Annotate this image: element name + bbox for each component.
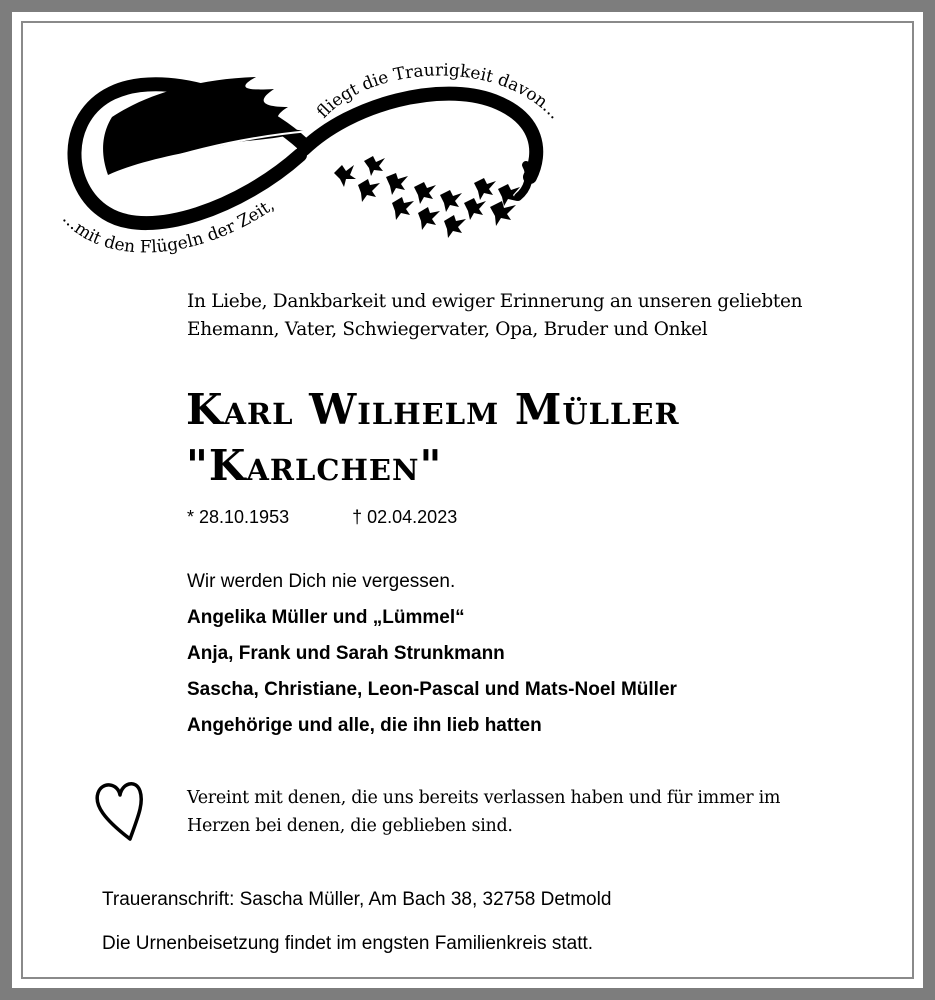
birth-date: * 28.10.1953 (187, 507, 290, 527)
mourners-list (187, 564, 907, 744)
deceased-name: Karl Wilhelm Müller (186, 385, 680, 434)
intro-line-2: Ehemann, Vater, Schwiegervater, Opa, Bruder und Onkel (187, 319, 708, 340)
infinity-feather-icon (74, 77, 536, 223)
mourning-address: Traueranschrift: Sascha Müller, Am Bach 38, 32758 Detmold (102, 889, 612, 910)
deceased-nickname: "Karlchen" (186, 441, 443, 490)
mourner-line: Sascha, Christiane, Leon-Pascal und Mats-Noel Müller (187, 679, 677, 700)
burial-notice: Die Urnenbeisetzung findet im engsten Familienkreis statt. (102, 933, 594, 954)
mourner-line: Anja, Frank und Sarah Strunkmann (187, 643, 505, 664)
intro-line-1: In Liebe, Dankbarkeit und ewiger Erinnerung an unseren geliebten (187, 291, 803, 312)
infinity-feather-emblem (42, 57, 602, 287)
mourner-line: Angehörige und alle, die ihn lieb hatten (187, 715, 542, 736)
quote-bottom: ...mit den Flügeln der Zeit, (58, 195, 279, 258)
verse-line-2: Herzen bei denen, die geblieben sind. (187, 816, 513, 836)
quote-top: fliegt die Traurigkeit davon... (313, 60, 565, 124)
verse-line-1: Vereint mit denen, die uns bereits verlassen haben und für immer im (187, 788, 781, 808)
footer-info (102, 878, 882, 966)
deceased-name-block (186, 382, 906, 494)
obituary-card (12, 12, 923, 988)
intro-text (187, 288, 907, 344)
death-date: † 02.04.2023 (352, 507, 458, 527)
verse-text (187, 784, 907, 840)
farewell-line: Wir werden Dich nie vergessen. (187, 571, 456, 592)
bird-flock-icon (334, 156, 520, 238)
heart-icon (90, 777, 148, 847)
life-dates (187, 505, 787, 529)
mourner-line: Angelika Müller und „Lümmel“ (187, 607, 465, 628)
